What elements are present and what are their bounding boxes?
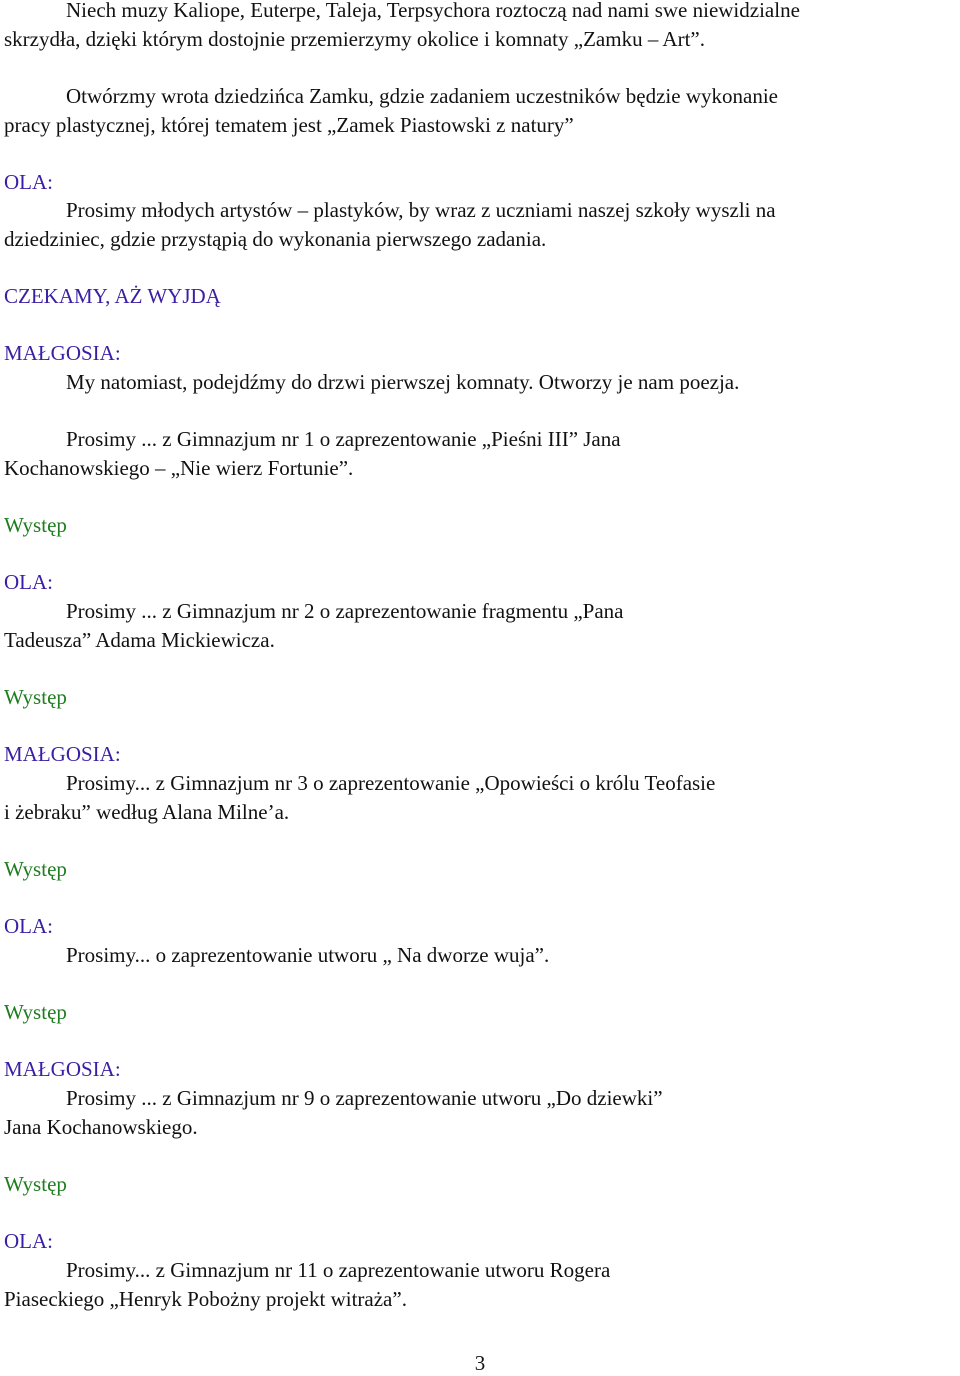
paragraph-4-line-1: My natomiast, podejdźmy do drzwi pierwszej komnaty. Otworzy je nam poezja. <box>66 370 740 394</box>
paragraph-2-line-1: Otwórzmy wrota dziedzińca Zamku, gdzie zadaniem uczestników będzie wykonanie <box>66 84 778 108</box>
speaker-label-ola: OLA: <box>4 914 53 938</box>
stage-direction-czekamy: CZEKAMY, AŻ WYJDĄ <box>4 284 221 308</box>
paragraph-1-line-1: Niech muzy Kaliope, Euterpe, Taleja, Terpsychora roztoczą nad nami swe niewidzialne <box>66 0 800 22</box>
speaker-label-malgosia: MAŁGOSIA: <box>4 1057 121 1081</box>
speaker-label-ola: OLA: <box>4 570 53 594</box>
page-number: 3 <box>474 1351 486 1375</box>
paragraph-8-line-1: Prosimy... o zaprezentowanie utworu „ Na dworze wuja”. <box>66 943 550 967</box>
paragraph-10-line-2: Piaseckiego „Henryk Pobożny projekt witraża”. <box>4 1287 407 1311</box>
speaker-label-malgosia: MAŁGOSIA: <box>4 742 121 766</box>
paragraph-3-line-2: dziedziniec, gdzie przystąpią do wykonania pierwszego zadania. <box>4 227 547 251</box>
paragraph-6-line-1: Prosimy ... z Gimnazjum nr 2 o zaprezentowanie fragmentu „Pana <box>66 599 624 623</box>
paragraph-7-line-1: Prosimy... z Gimnazjum nr 3 o zaprezentowanie „Opowieści o królu Teofasie <box>66 771 716 795</box>
paragraph-6-line-2: Tadeusza” Adama Mickiewicza. <box>4 628 275 652</box>
paragraph-5-line-1: Prosimy ... z Gimnazjum nr 1 o zaprezentowanie „Pieśni III” Jana <box>66 427 621 451</box>
speaker-label-malgosia: MAŁGOSIA: <box>4 341 121 365</box>
stage-direction-wystep: Występ <box>4 1172 67 1196</box>
paragraph-9-line-2: Jana Kochanowskiego. <box>4 1115 198 1139</box>
paragraph-2-line-2: pracy plastycznej, której tematem jest „Zamek Piastowski z natury” <box>4 113 574 137</box>
paragraph-1-line-2: skrzydła, dzięki którym dostojnie przemierzymy okolice i komnaty „Zamku – Art”. <box>4 27 705 51</box>
paragraph-10-line-1: Prosimy... z Gimnazjum nr 11 o zaprezentowanie utworu Rogera <box>66 1258 611 1282</box>
stage-direction-wystep: Występ <box>4 685 67 709</box>
paragraph-9-line-1: Prosimy ... z Gimnazjum nr 9 o zaprezentowanie utworu „Do dziewki” <box>66 1086 663 1110</box>
stage-direction-wystep: Występ <box>4 857 67 881</box>
stage-direction-wystep: Występ <box>4 1000 67 1024</box>
paragraph-5-line-2: Kochanowskiego – „Nie wierz Fortunie”. <box>4 456 354 480</box>
stage-direction-wystep: Występ <box>4 513 67 537</box>
paragraph-3-line-1: Prosimy młodych artystów – plastyków, by wraz z uczniami naszej szkoły wyszli na <box>66 198 776 222</box>
paragraph-7-line-2: i żebraku” według Alana Milne’a. <box>4 800 290 824</box>
speaker-label-ola: OLA: <box>4 170 53 194</box>
speaker-label-ola: OLA: <box>4 1229 53 1253</box>
